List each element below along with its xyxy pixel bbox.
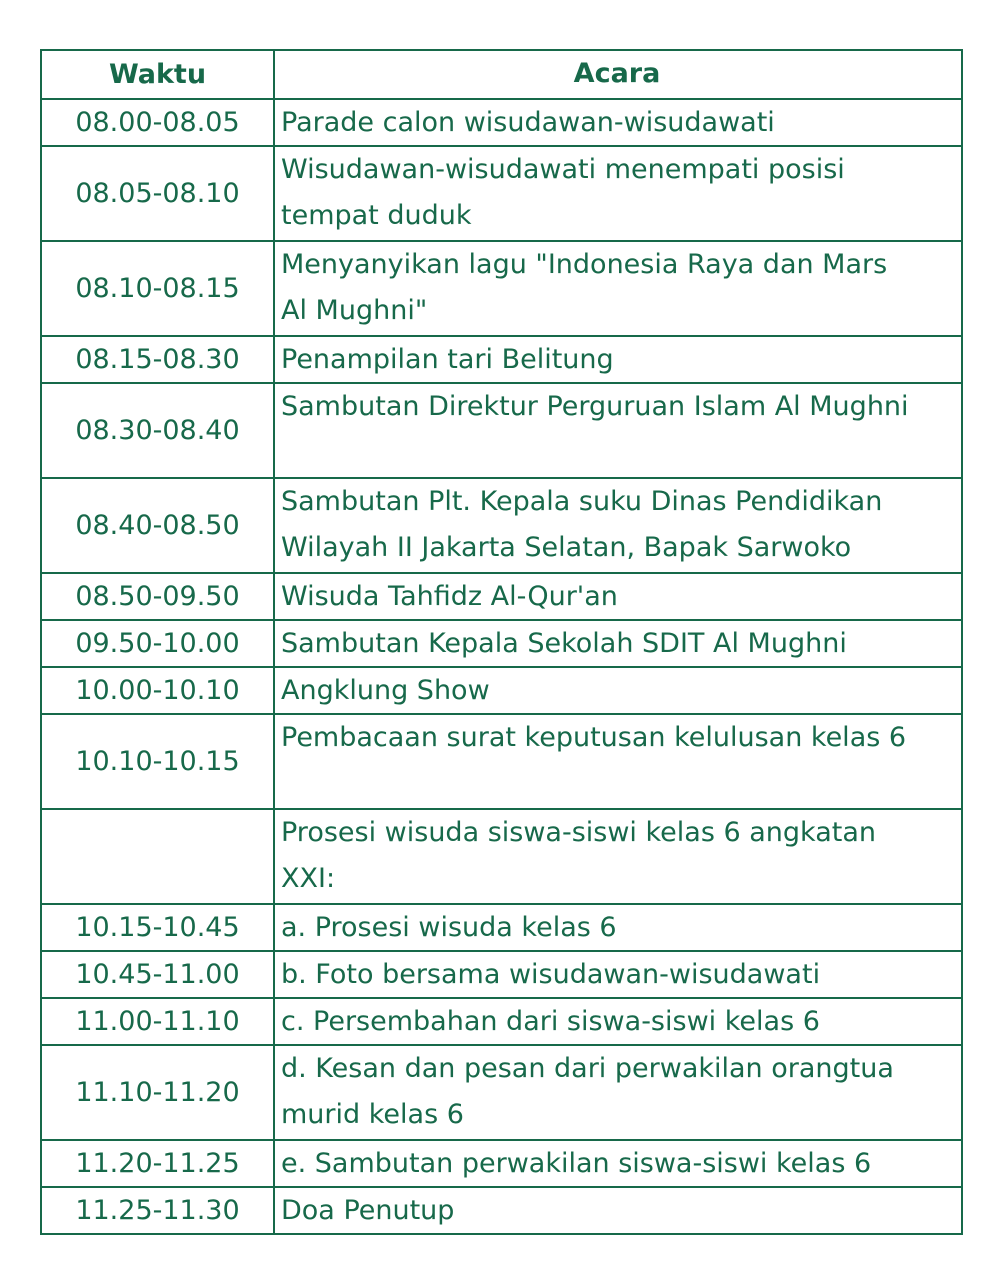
event-line: Al Mughni" (281, 295, 428, 326)
event-line: Penampilan tari Belitung (281, 344, 614, 375)
event-line: murid kelas 6 (281, 1099, 464, 1130)
event-cell (275, 952, 961, 997)
event-cell (275, 810, 961, 903)
time-cell: 09.50-10.00 (42, 621, 275, 666)
event-cell (275, 999, 961, 1044)
schedule-table (40, 49, 963, 1235)
event-cell (275, 479, 961, 572)
event-cell (275, 1141, 961, 1186)
event-line: Sambutan Kepala Sekolah SDIT Al Mughni (281, 628, 847, 659)
time-cell: 10.10-10.15 (42, 715, 275, 808)
table-row (42, 1186, 961, 1233)
event-line: XXI: (281, 863, 336, 894)
time-cell: 08.10-08.15 (42, 242, 275, 335)
event-cell (275, 574, 961, 619)
time-cell: 08.40-08.50 (42, 479, 275, 572)
event-line: b. Foto bersama wisudawan-wisudawati (281, 959, 821, 990)
event-line: Menyanyikan lagu "Indonesia Raya dan Mars (281, 249, 888, 280)
time-cell: 11.00-11.10 (42, 999, 275, 1044)
event-cell (275, 337, 961, 382)
table-row (42, 382, 961, 477)
event-line (281, 430, 953, 476)
event-cell (275, 242, 961, 335)
time-cell: 08.15-08.30 (42, 337, 275, 382)
event-cell (275, 621, 961, 666)
event-line: tempat duduk (281, 200, 472, 231)
table-row (42, 477, 961, 572)
table-row (42, 98, 961, 145)
time-cell (42, 810, 275, 903)
event-line: e. Sambutan perwakilan siswa-siswi kelas 6 (281, 1148, 872, 1179)
table-row (42, 903, 961, 950)
header-time: Waktu (42, 51, 275, 98)
event-line: Parade calon wisudawan-wisudawati (281, 107, 775, 138)
table-row (42, 997, 961, 1044)
event-cell (275, 100, 961, 145)
event-line: Doa Penutup (281, 1195, 455, 1226)
table-row (42, 1044, 961, 1139)
time-cell: 10.00-10.10 (42, 668, 275, 713)
event-line: Wilayah II Jakarta Selatan, Bapak Sarwoko (281, 532, 852, 563)
table-body (42, 98, 961, 1233)
event-line: Wisudawan-wisudawati menempati posisi (281, 154, 845, 185)
time-cell: 11.25-11.30 (42, 1188, 275, 1233)
time-cell: 08.30-08.40 (42, 384, 275, 477)
table-row (42, 240, 961, 335)
time-cell: 11.10-11.20 (42, 1046, 275, 1139)
table-row (42, 713, 961, 808)
event-cell (275, 905, 961, 950)
time-cell: 11.20-11.25 (42, 1141, 275, 1186)
event-cell (275, 668, 961, 713)
event-line: Prosesi wisuda siswa-siswi kelas 6 angkatan (281, 817, 876, 848)
time-cell: 10.15-10.45 (42, 905, 275, 950)
event-line: Wisuda Tahfidz Al-Qur'an (281, 581, 618, 612)
table-row (42, 950, 961, 997)
event-cell (275, 715, 961, 808)
event-line: Sambutan Direktur Perguruan Islam Al Mughni (281, 391, 909, 422)
event-line: d. Kesan dan pesan dari perwakilan orangtua (281, 1053, 894, 1084)
event-line: Pembacaan surat keputusan kelulusan kelas 6 (281, 722, 907, 753)
event-line: Angklung Show (281, 675, 490, 706)
event-cell (275, 1046, 961, 1139)
event-cell (275, 147, 961, 240)
event-line: a. Prosesi wisuda kelas 6 (281, 912, 617, 943)
table-row (42, 572, 961, 619)
event-line: Sambutan Plt. Kepala suku Dinas Pendidikan (281, 486, 883, 517)
table-row (42, 145, 961, 240)
table-row (42, 335, 961, 382)
time-cell: 08.00-08.05 (42, 100, 275, 145)
header-event: Acara (573, 58, 661, 89)
table-row (42, 619, 961, 666)
time-cell: 08.05-08.10 (42, 147, 275, 240)
event-line: c. Persembahan dari siswa-siswi kelas 6 (281, 1006, 820, 1037)
table-row (42, 666, 961, 713)
time-cell: 08.50-09.50 (42, 574, 275, 619)
event-line (281, 761, 953, 807)
event-cell (275, 384, 961, 477)
time-cell: 10.45-11.00 (42, 952, 275, 997)
table-row (42, 808, 961, 903)
event-cell (275, 1188, 961, 1233)
table-row (42, 1139, 961, 1186)
table-header-row (42, 51, 961, 98)
